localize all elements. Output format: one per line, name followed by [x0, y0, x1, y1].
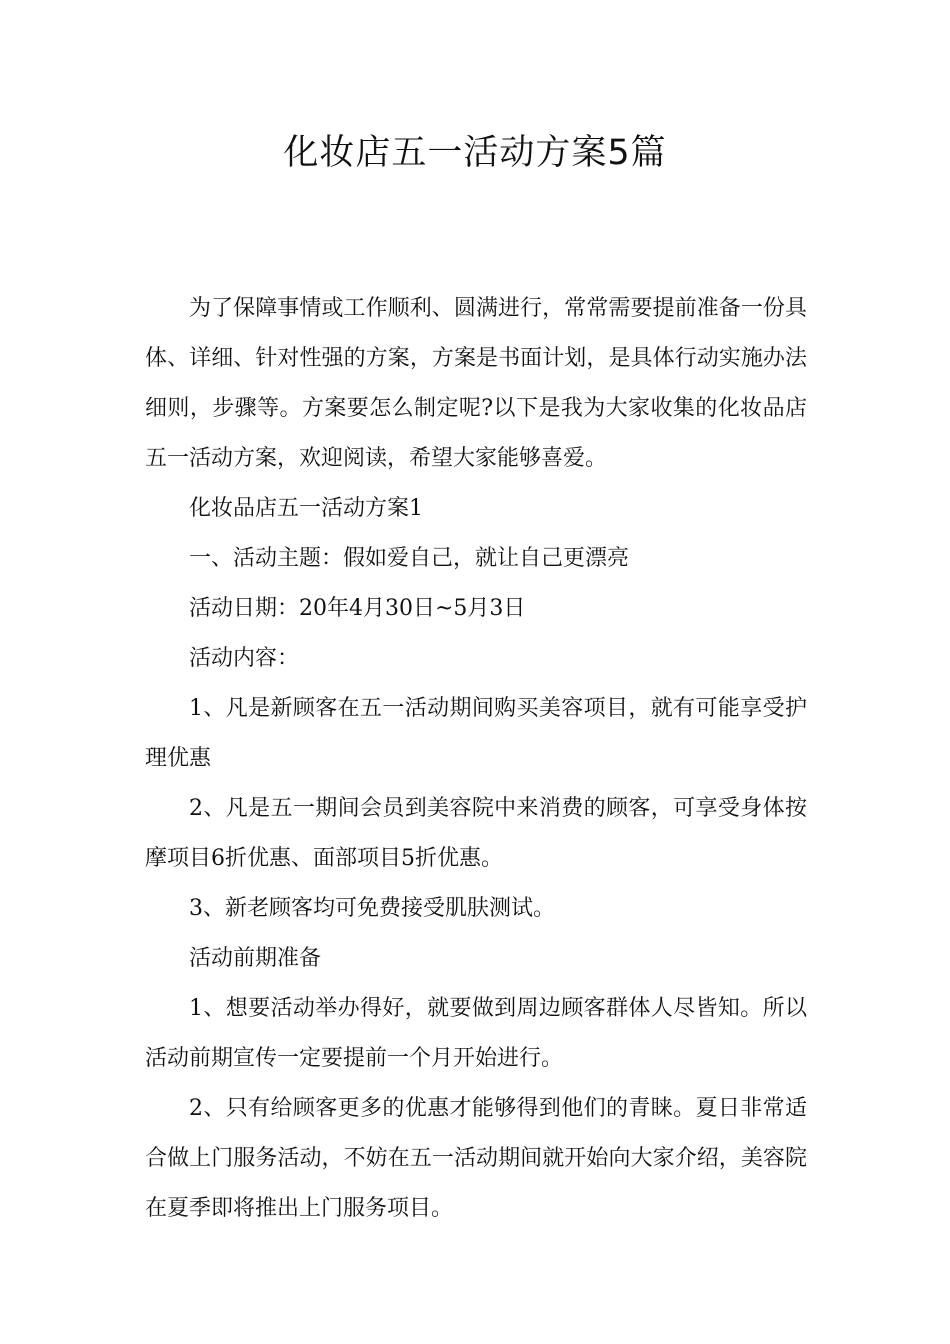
paragraph: 活动日期：20年4月30日~5月3日: [189, 596, 526, 621]
paragraph: 活动前期准备: [189, 946, 322, 971]
section-heading: 化妆品店五一活动方案1: [189, 496, 423, 521]
document-body: [145, 284, 807, 1234]
paragraph: 2、凡是五一期间会员到美容院中来消费的顾客，可享受身体按摩项目6折优惠、面部项目5折优惠。: [145, 796, 807, 871]
paragraph: 1、想要活动举办得好，就要做到周边顾客群体人尽皆知。所以活动前期宣传一定要提前一个月开始进行。: [145, 996, 807, 1071]
paragraph: 一、活动主题：假如爱自己，就让自己更漂亮: [189, 546, 630, 571]
paragraph: 2、只有给顾客更多的优惠才能够得到他们的青睐。夏日非常适合做上门服务活动，不妨在五一活动期间就开始向大家介绍，美容院在夏季即将推出上门服务项目。: [145, 1096, 807, 1221]
paragraph: 1、凡是新顾客在五一活动期间购买美容项目，就有可能享受护理优惠: [145, 696, 807, 771]
document-title: 化妆店五一活动方案5篇: [283, 133, 667, 173]
paragraph: 3、新老顾客均可免费接受肌肤测试。: [189, 896, 555, 921]
intro-paragraph: 为了保障事情或工作顺利、圆满进行，常常需要提前准备一份具体、详细、针对性强的方案，方案是书面计划，是具体行动实施办法细则，步骤等。方案要怎么制定呢?以下是我为大家收集的化妆品店五一活动方案，欢迎阅读，希望大家能够喜爱。: [145, 296, 807, 471]
paragraph: 活动内容：: [189, 646, 300, 671]
